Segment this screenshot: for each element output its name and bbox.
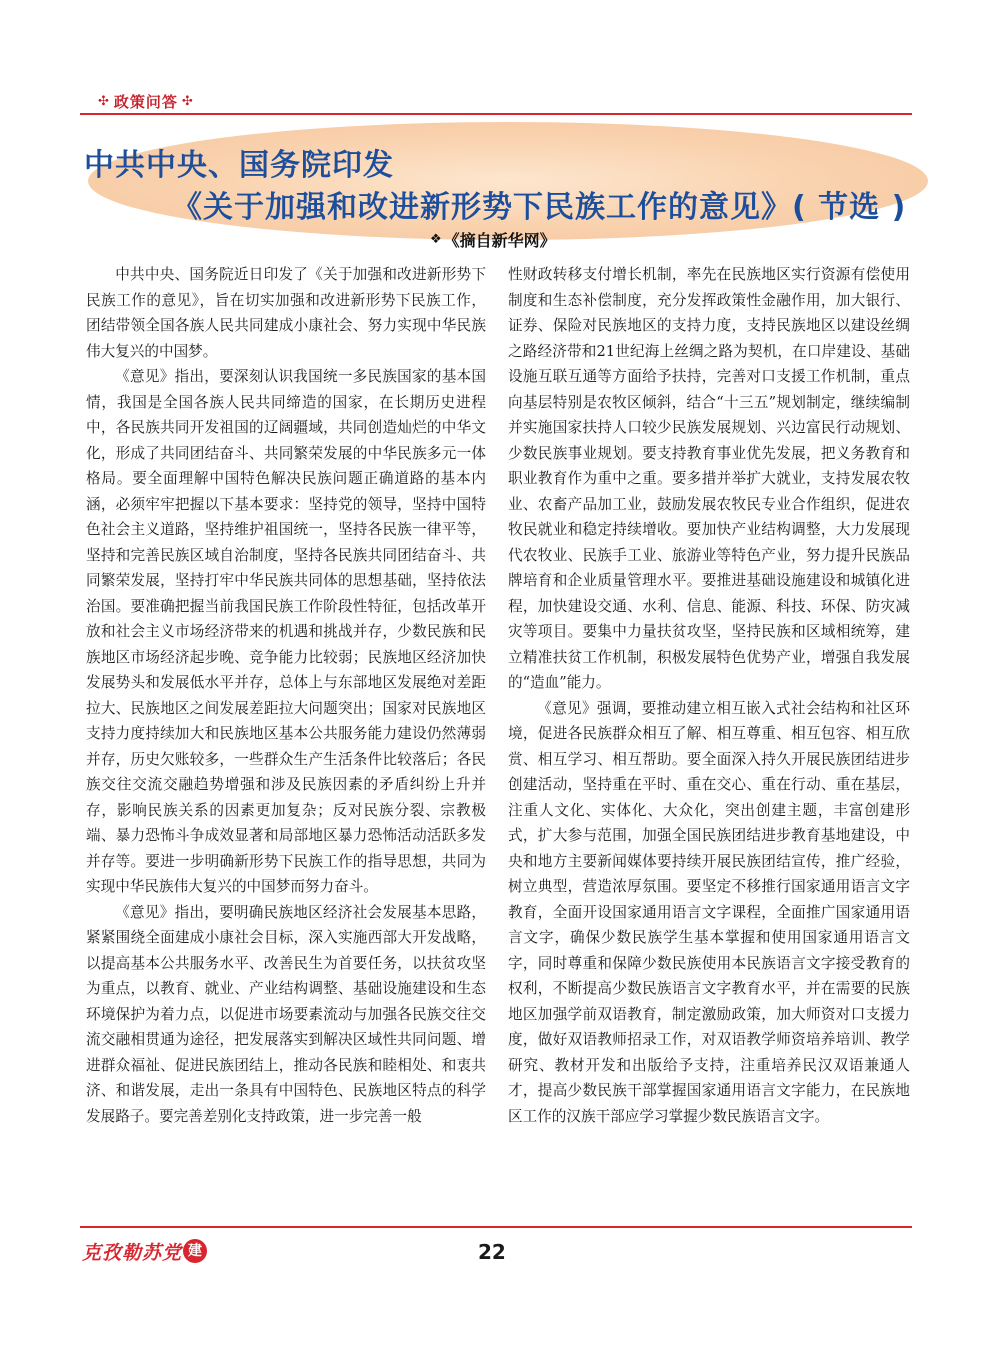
- footer-brand-text: 党: [162, 1241, 182, 1264]
- page-title-line-1: 中共中央、国务院印发: [84, 148, 394, 183]
- page-title-line-2: 《关于加强和改进新形势下民族工作的意见》( 节选 ): [172, 190, 907, 225]
- left-column: [86, 262, 486, 1129]
- body-paragraph: 《意见》指出，要深刻认识我国统一多民族国家的基本国情，我国是全国各族人民共同缔造的国家，在长期历史进程中，各民族共同开发祖国的辽阔疆域，共同创造灿烂的中华文化，形成了共同团结奋斗、共同繁荣发展的中华民族多元一体格局。要全面理解中国特色解决民族问题正确道路的基本内涵，必须牢牢把握以下基本要求：坚持党的领导，坚持中国特色社会主义道路，坚持维护祖国统一，坚持各民族一律平等，坚持和完善民族区域自治制度，坚持各民族共同团结奋斗、共同繁荣发展，坚持打牢中华民族共同体的思想基础，坚持依法治国。要准确把握当前我国民族工作阶段性特征，包括改革开放和社会主义市场经济带来的机遇和挑战并存，少数民族和民族地区市场经济起步晚、竞争能力比较弱；民族地区经济加快发展势头和发展低水平并存，总体上与东部地区发展绝对差距拉大、民族地区之间发展差距拉大问题突出；国家对民族地区支持力度持续加大和民族地区基本公共服务能力建设仍然薄弱并存，历史欠账较多，一些群众生产生活条件比较落后；各民族交往交流交融趋势增强和涉及民族因素的矛盾纠纷上升并存，影响民族关系的因素更加复杂；反对民族分裂、宗教极端、暴力恐怖斗争成效显著和局部地区暴力恐怖活动活跃多发并存等。要进一步明确新形势下民族工作的指导思想，共同为实现中华民族伟大复兴的中国梦而努力奋斗。: [86, 368, 486, 895]
- decoration-icon: ✣: [181, 94, 194, 109]
- section-tag: [98, 91, 194, 112]
- body-paragraph: 性财政转移支付增长机制，率先在民族地区实行资源有偿使用制度和生态补偿制度，充分发挥政策性金融作用，加大银行、证券、保险对民族地区的支持力度，支持民族地区以建设丝绸之路经济带和21世纪海上丝绸之路为契机，在口岸建设、基础设施互联互通等方面给予扶持，完善对口支援工作机制，重点向基层特别是农牧区倾斜，结合“十三五”规划制定，继续编制并实施国家扶持人口较少民族发展规划、兴边富民行动规划、少数民族事业规划。要支持教育事业优先发展，把义务教育和职业教育作为重中之重。要多措并举扩大就业，支持发展农牧业、农畜产品加工业，鼓励发展农牧民专业合作组织，促进农牧民就业和稳定持续增收。要加快产业结构调整，大力发展现代农牧业、民族手工业、旅游业等特色产业，努力提升民族品牌培育和企业质量管理水平。要推进基础设施建设和城镇化进程，加快建设交通、水利、信息、能源、科技、环保、防灾减灾等项目。要集中力量扶贫攻坚，坚持民族和区域相统筹，建立精准扶贫工作机制，积极发展特色优势产业，增强自我发展的“造血”能力。: [508, 266, 910, 691]
- footer-brand-badge: 建: [183, 1239, 207, 1263]
- decoration-icon: ✣: [98, 94, 110, 109]
- body-paragraph: 中共中央、国务院近日印发了《关于加强和改进新形势下民族工作的意见》，旨在切实加强和改进新形势下民族工作，团结带领全国各族人民共同建成小康社会、努力实现中华民族伟大复兴的中国梦。: [86, 266, 486, 360]
- top-divider: [80, 113, 912, 115]
- source-attribution: [430, 228, 556, 251]
- body-paragraph: 《意见》强调，要推动建立相互嵌入式社会结构和社区环境，促进各民族群众相互了解、相互尊重、相互包容、相互欣赏、相互学习、相互帮助。要全面深入持久开展民族团结进步创建活动，坚持重在平时、重在交心、重在行动、重在基层，注重人文化、实体化、大众化，突出创建主题，丰富创建形式，扩大参与范围，加强全国民族团结进步教育基地建设，中央和地方主要新闻媒体要持续开展民族团结宣传，推广经验，树立典型，营造浓厚氛围。要坚定不移推行国家通用语言文字教育，全面开设国家通用语言文字课程，全面推广国家通用语言文字，确保少数民族学生基本掌握和使用国家通用语言文字，同时尊重和保障少数民族使用本民族语言文字接受教育的权利，不断提高少数民族语言文字教育水平，并在需要的民族地区加强学前双语教育，制定激励政策，加大师资对口支援力度，做好双语教师招录工作，对双语教学师资培养培训、教学研究、教材开发和出版给予支持，注重培养民汉双语兼通人才，提高少数民族干部掌握国家通用语言文字能力，在民族地区工作的汉族干部应学习掌握少数民族语言文字。: [508, 699, 910, 1125]
- footer-brand-text: 克孜勒苏: [82, 1241, 163, 1264]
- right-column: [508, 262, 910, 1129]
- source-text: 《摘自新华网》: [443, 231, 556, 250]
- bottom-divider: [80, 1226, 912, 1228]
- page-number: 22: [478, 1240, 506, 1264]
- diamond-icon: ❖: [430, 232, 442, 247]
- section-tag-label: 政策问答: [113, 93, 178, 111]
- footer-logo: [82, 1237, 207, 1265]
- body-paragraph: 《意见》指出，要明确民族地区经济社会发展基本思路，紧紧围绕全面建成小康社会目标，深入实施西部大开发战略，以提高基本公共服务水平、改善民生为首要任务，以扶贫攻坚为重点，以教育、就业、产业结构调整、基础设施建设和生态环境保护为着力点，以促进市场要素流动与加强各民族交往交流交融相贯通为途径，把发展落实到解决区域性共同问题、增进群众福祉、促进民族团结上，推动各民族和睦相处、和衷共济、和谐发展，走出一条具有中国特色、民族地区特点的科学发展路子。要完善差别化支持政策，进一步完善一般: [86, 903, 486, 1125]
